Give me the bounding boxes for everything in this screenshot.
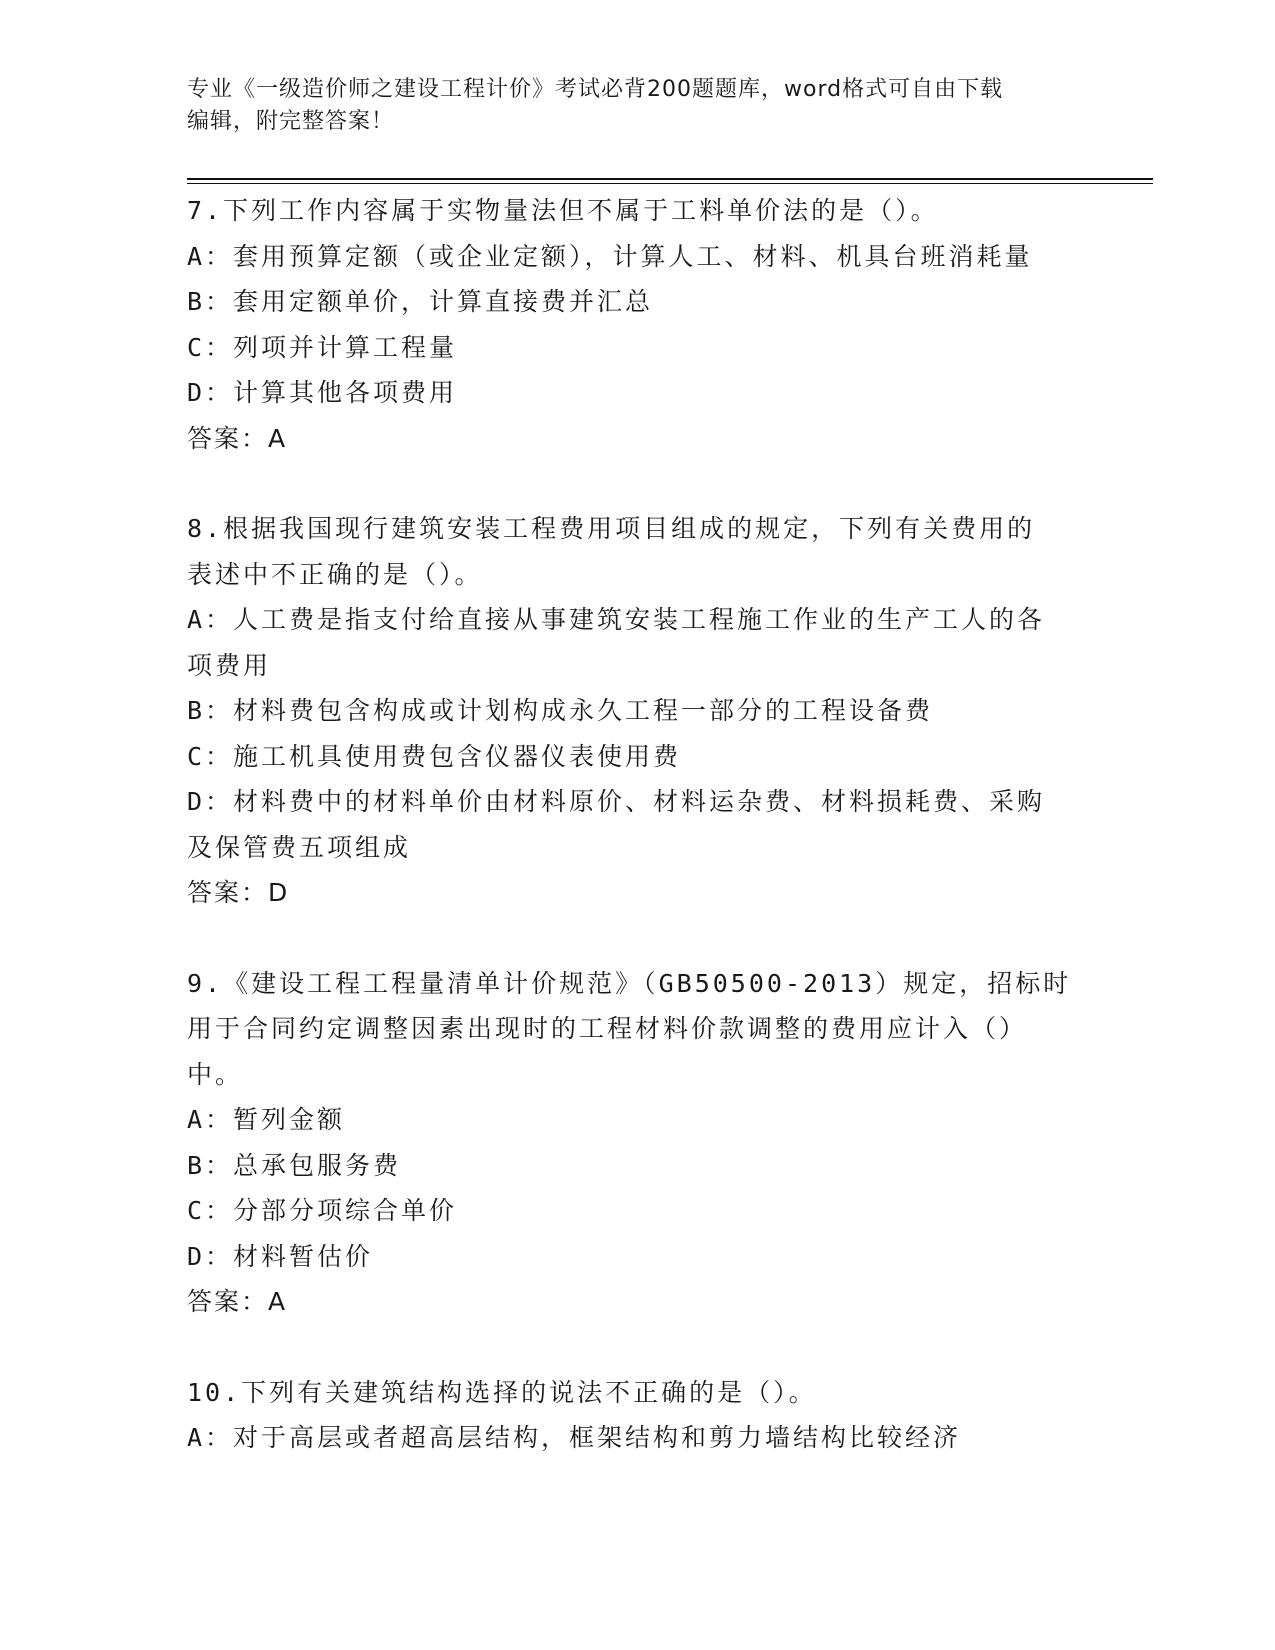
answer-option: B：总承包服务费 [187, 1150, 402, 1180]
header-divider [187, 183, 1153, 184]
answer-option: D：计算其他各项费用 [187, 378, 458, 407]
answer-option: C：分部分项综合单价 [187, 1196, 458, 1225]
question-block [187, 506, 1087, 916]
question-block [187, 961, 1087, 1325]
answer-option: B：材料费包含构成或计划构成永久工程一部分的工程设备费 [187, 696, 934, 725]
answer-option: 项费用 [187, 650, 272, 680]
answer-option: D：材料暂估价 [187, 1241, 374, 1271]
question-stem: 用于合同约定调整因素出现时的工程材料价款调整的费用应计入（） [187, 1014, 1028, 1043]
question-stem: 中。 [187, 1059, 244, 1089]
question-stem: 7.下列工作内容属于实物量法但不属于工料单价法的是（）。 [187, 196, 939, 225]
answer-option: A：套用预算定额（或企业定额），计算人工、材料、机具台班消耗量 [187, 241, 1033, 271]
answer-key: 答案：A [187, 423, 288, 453]
answer-key: 答案：D [187, 878, 290, 907]
answer-key: 答案：A [187, 1287, 288, 1316]
answer-option: A：人工费是指支付给直接从事建筑安装工程施工作业的生产工人的各 [187, 605, 1046, 634]
answer-option: C：施工机具使用费包含仪器仪表使用费 [187, 741, 682, 771]
answer-option: A：对于高层或者超高层结构，框架结构和剪力墙结构比较经济 [187, 1423, 962, 1452]
question-stem: 8.根据我国现行建筑安装工程费用项目组成的规定，下列有关费用的 [187, 514, 1036, 543]
question-stem: 10.下列有关建筑结构选择的说法不正确的是（）。 [187, 1377, 817, 1407]
question-list [187, 188, 1087, 1461]
header-line: 编辑，附完整答案！ [187, 109, 395, 134]
question-block [187, 1370, 1087, 1461]
answer-option: 及保管费五项组成 [187, 832, 412, 862]
document-header [187, 74, 1087, 138]
answer-option: A：暂列金额 [187, 1105, 346, 1134]
header-divider [187, 178, 1153, 180]
question-stem: 表述中不正确的是（）。 [187, 559, 483, 589]
answer-option: C：列项并计算工程量 [187, 332, 458, 362]
question-stem: 9.《建设工程工程量清单计价规范》（GB50500-2013）规定，招标时 [187, 968, 1072, 998]
header-line: 专业《一级造价师之建设工程计价》考试必背200题题库，word格式可自由下载 [187, 77, 1004, 102]
answer-option: D：材料费中的材料单价由材料原价、材料运杂费、材料损耗费、采购 [187, 787, 1046, 816]
question-block [187, 188, 1087, 461]
answer-option: B：套用定额单价，计算直接费并汇总 [187, 287, 654, 316]
